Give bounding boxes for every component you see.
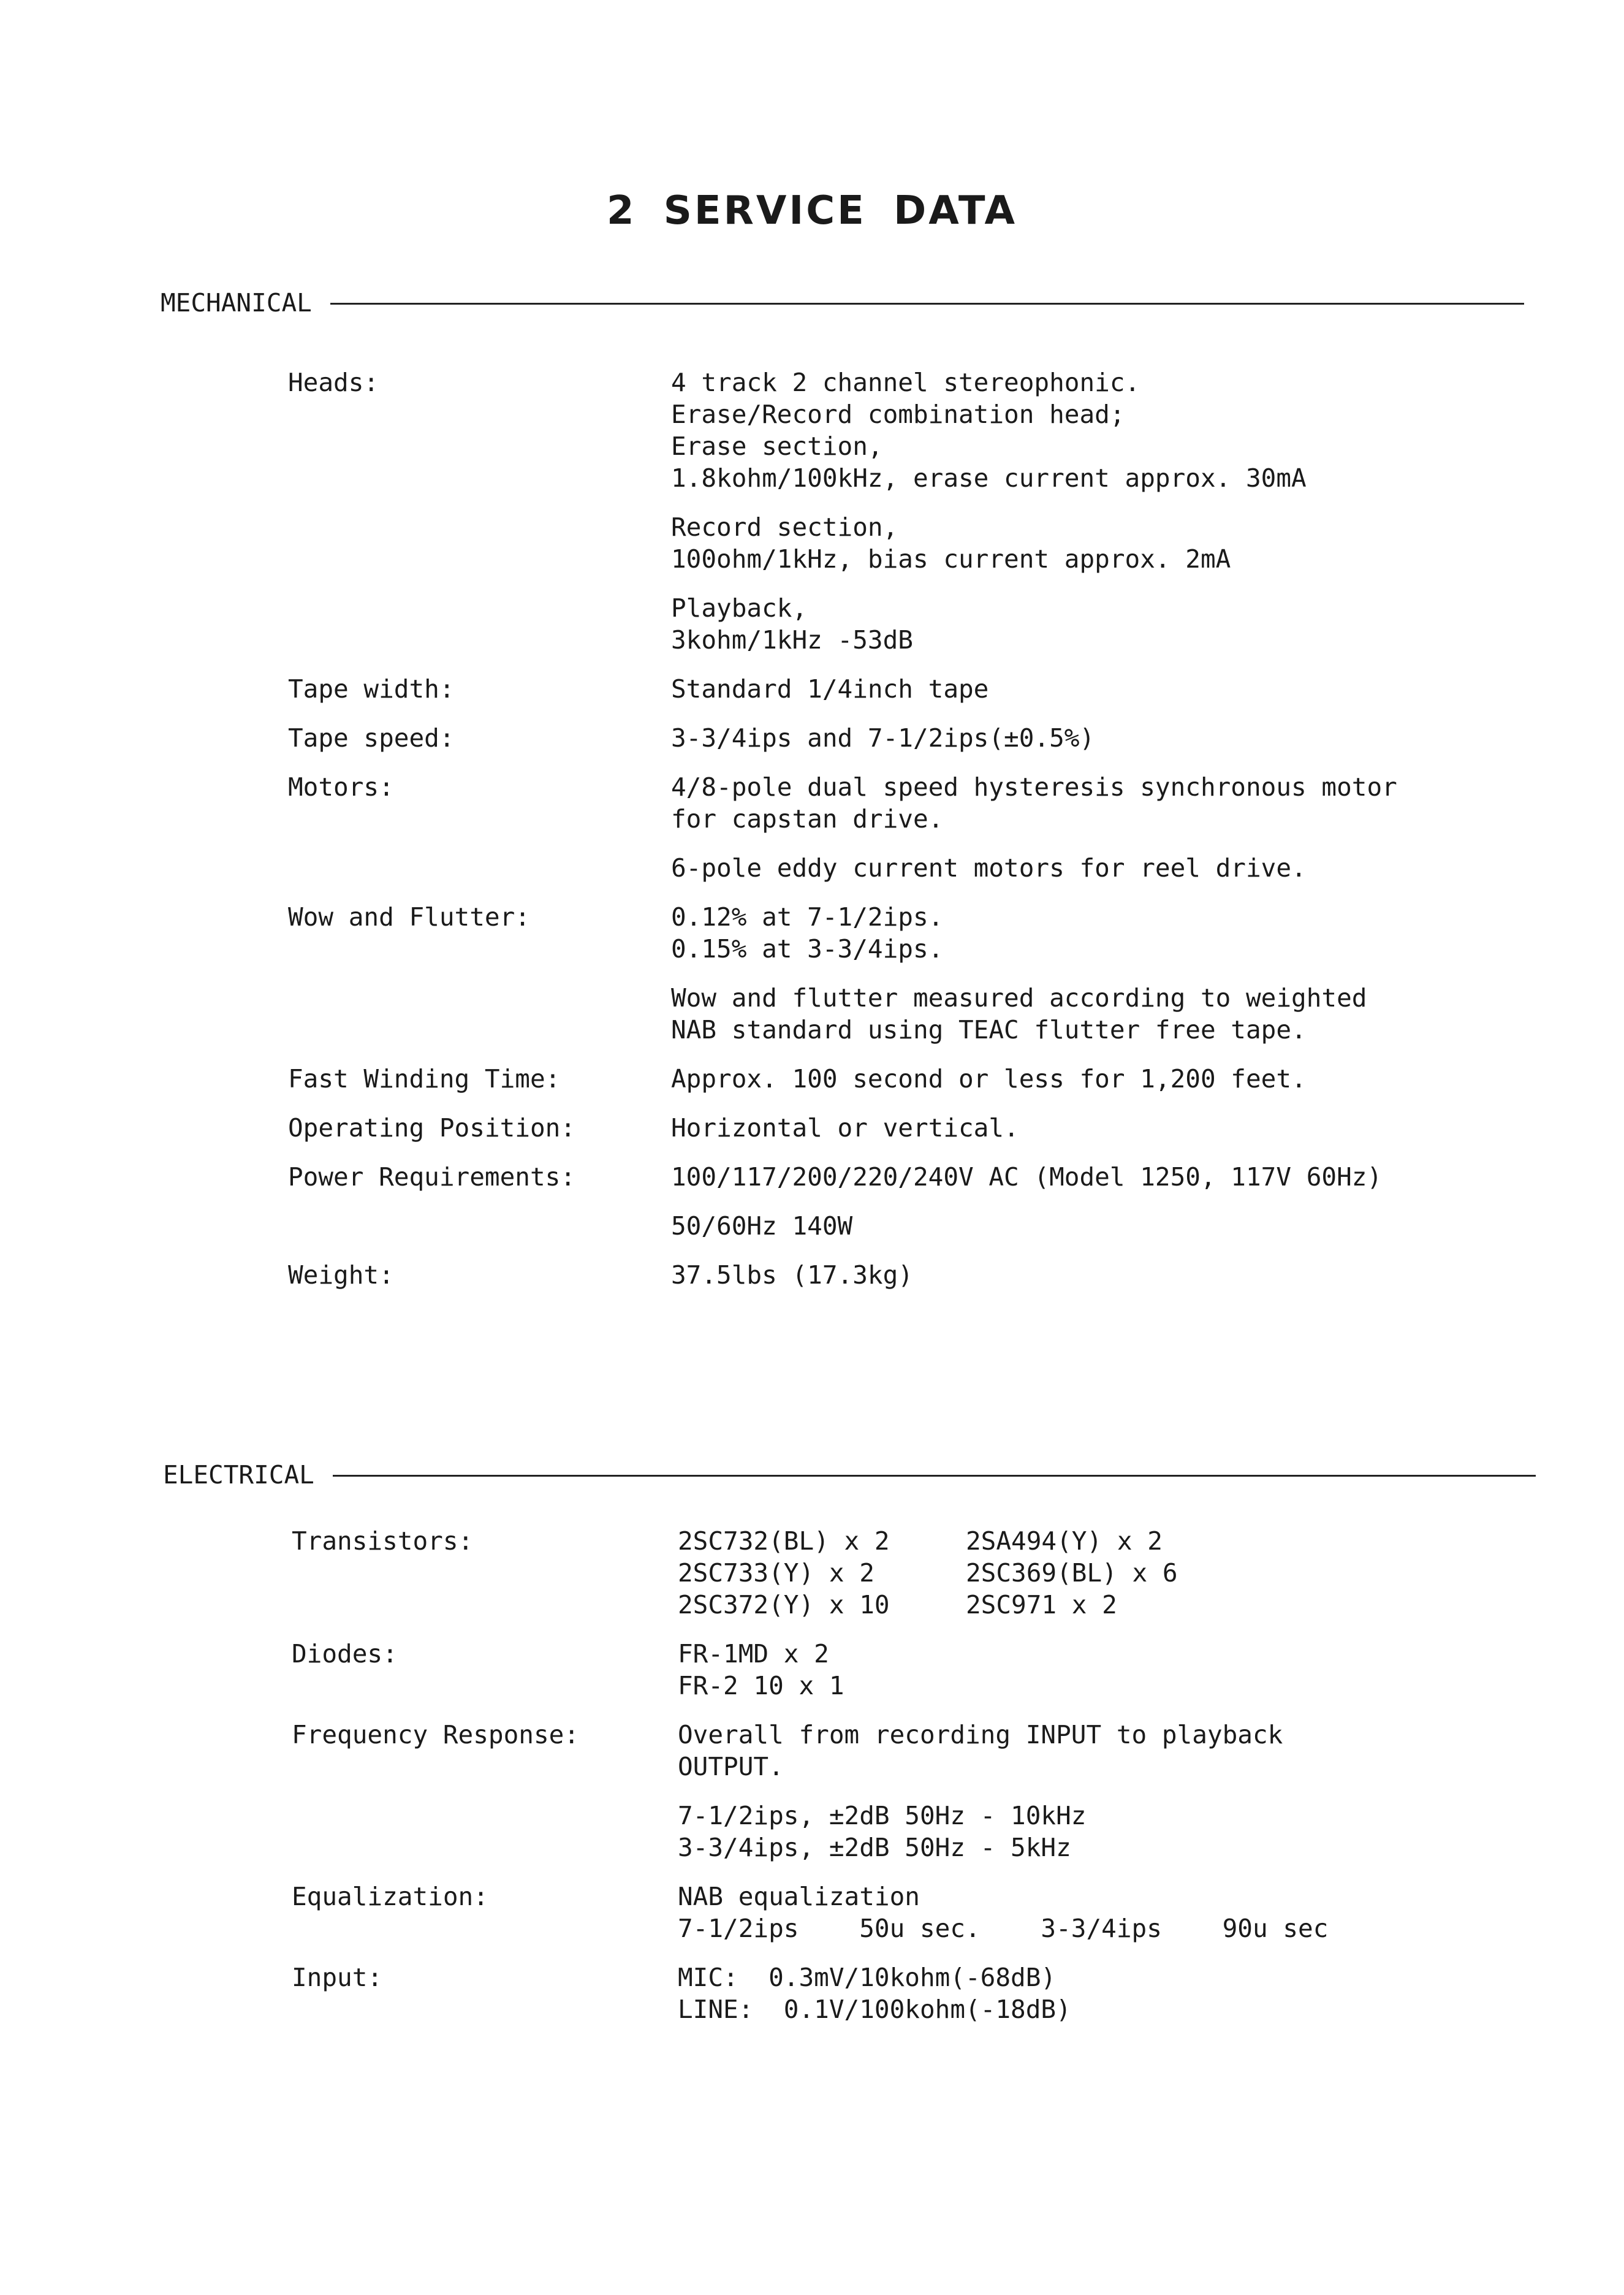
spec-value-line: FR-2 10 x 1 [678, 1671, 844, 1700]
spec-value-line: 37.5lbs (17.3kg) [671, 1260, 913, 1290]
spec-row-equalization [292, 1881, 1554, 1944]
transistor-grid [678, 1525, 1554, 1621]
spec-value-block [671, 1259, 1550, 1291]
spec-row-tape-width [288, 673, 1550, 705]
electrical-section-header [163, 1459, 1536, 1491]
spec-value-block [671, 367, 1550, 494]
page-title: 2 SERVICE DATA [606, 188, 1018, 234]
spec-label: Transistors: [292, 1526, 474, 1556]
spec-value-block [678, 1962, 1554, 2025]
spec-value-line: 7-1/2ips 50u sec. 3-3/4ips 90u sec [678, 1914, 1329, 1943]
spec-value-line: 50/60Hz 140W [671, 1211, 853, 1241]
transistor-entry: 2SC732(BL) x 2 [678, 1526, 890, 1556]
spec-value-block [678, 1800, 1554, 1863]
spec-value-block [671, 852, 1550, 884]
transistor-entry: 2SA494(Y) x 2 [966, 1526, 1163, 1556]
spec-value-line: OUTPUT. [678, 1752, 784, 1781]
spec-value-block [671, 1161, 1550, 1193]
spec-value-line: 100ohm/1kHz, bias current approx. 2mA [671, 544, 1231, 574]
spec-row-wow-and-flutter [288, 901, 1550, 1046]
electrical-heading: ELECTRICAL [163, 1460, 314, 1490]
spec-value-line: Playback, [671, 593, 808, 623]
spec-label: Tape width: [288, 674, 455, 704]
spec-value-block [671, 722, 1550, 754]
spec-value-line: Erase section, [671, 432, 883, 461]
spec-value-block [671, 673, 1550, 705]
spec-row-input [292, 1962, 1554, 2025]
spec-row-tape-speed [288, 722, 1550, 754]
spec-value-block [678, 1638, 1554, 1702]
spec-row-motors [288, 771, 1550, 884]
spec-row-heads [288, 367, 1550, 656]
spec-value-line: 7-1/2ips, ±2dB 50Hz - 10kHz [678, 1801, 1087, 1830]
spec-row-weight [288, 1259, 1550, 1291]
spec-label: Tape speed: [288, 723, 455, 753]
spec-value-line: 100/117/200/220/240V AC (Model 1250, 117V 60Hz) [671, 1162, 1383, 1192]
transistor-entry: 2SC372(Y) x 10 [678, 1590, 890, 1619]
spec-value-block [671, 901, 1550, 965]
transistor-entry: 2SC733(Y) x 2 [678, 1558, 875, 1588]
mechanical-heading: MECHANICAL [161, 288, 312, 318]
spec-value-line: 4/8-pole dual speed hysteresis synchronous motor [671, 772, 1397, 802]
spec-value-line: 1.8kohm/100kHz, erase current approx. 30mA [671, 463, 1307, 493]
spec-row-operating-position [288, 1112, 1550, 1144]
spec-row-power-requirements [288, 1161, 1550, 1242]
spec-value-line: Erase/Record combination head; [671, 400, 1125, 429]
spec-value-line: 3-3/4ips and 7-1/2ips(±0.5%) [671, 723, 1095, 753]
spec-label: Wow and Flutter: [288, 902, 530, 932]
spec-label: Frequency Response: [292, 1720, 579, 1749]
spec-value-line: NAB equalization [678, 1882, 920, 1911]
spec-value-line: 3kohm/1kHz -53dB [671, 625, 913, 655]
spec-label: Heads: [288, 368, 379, 397]
spec-value-line: for capstan drive. [671, 804, 944, 834]
electrical-divider [333, 1475, 1536, 1477]
spec-label: Input: [292, 1963, 383, 1992]
spec-row-transistors [292, 1525, 1554, 1621]
transistor-entry: 2SC971 x 2 [966, 1590, 1117, 1619]
spec-label: Diodes: [292, 1639, 398, 1669]
spec-value-line: Overall from recording INPUT to playback [678, 1720, 1283, 1749]
spec-label: Operating Position: [288, 1113, 575, 1143]
mechanical-divider [330, 303, 1524, 305]
spec-value-line: Horizontal or vertical. [671, 1113, 1019, 1143]
spec-label: Equalization: [292, 1882, 488, 1911]
spec-value-line: FR-1MD x 2 [678, 1639, 829, 1669]
spec-label: Power Requirements: [288, 1162, 575, 1192]
transistor-entry: 2SC369(BL) x 6 [966, 1558, 1178, 1588]
spec-row-frequency-response [292, 1719, 1554, 1863]
spec-label: Fast Winding Time: [288, 1064, 561, 1094]
spec-value-block [671, 511, 1550, 575]
spec-value-block [671, 771, 1550, 835]
spec-value-line: 0.12% at 7-1/2ips. [671, 902, 944, 932]
spec-label: Weight: [288, 1260, 394, 1290]
spec-value-block [671, 592, 1550, 656]
spec-value-block [671, 1210, 1550, 1242]
spec-value-block [671, 1112, 1550, 1144]
spec-value-line: Wow and flutter measured according to weighted [671, 983, 1367, 1013]
electrical-spec-list [292, 1525, 1554, 2025]
spec-value-block [671, 982, 1550, 1046]
spec-value-block [671, 1063, 1550, 1095]
spec-value-line: 3-3/4ips, ±2dB 50Hz - 5kHz [678, 1833, 1071, 1862]
spec-value-line: Standard 1/4inch tape [671, 674, 989, 704]
spec-value-line: MIC: 0.3mV/10kohm(-68dB) [678, 1963, 1057, 1992]
spec-value-line: 6-pole eddy current motors for reel drive. [671, 853, 1307, 883]
spec-row-diodes [292, 1638, 1554, 1702]
spec-value-block [678, 1881, 1554, 1944]
spec-value-block [678, 1719, 1554, 1783]
spec-label: Motors: [288, 772, 394, 802]
spec-value-line: Record section, [671, 512, 898, 542]
spec-value-line: NAB standard using TEAC flutter free tape. [671, 1015, 1307, 1045]
spec-value-line: 0.15% at 3-3/4ips. [671, 934, 944, 964]
spec-value-line: 4 track 2 channel stereophonic. [671, 368, 1140, 397]
spec-value-line: LINE: 0.1V/100kohm(-18dB) [678, 1995, 1071, 2024]
mechanical-spec-list [288, 367, 1550, 1291]
mechanical-section-header [161, 287, 1524, 319]
spec-value-line: Approx. 100 second or less for 1,200 feet. [671, 1064, 1307, 1094]
spec-row-fast-winding-time [288, 1063, 1550, 1095]
